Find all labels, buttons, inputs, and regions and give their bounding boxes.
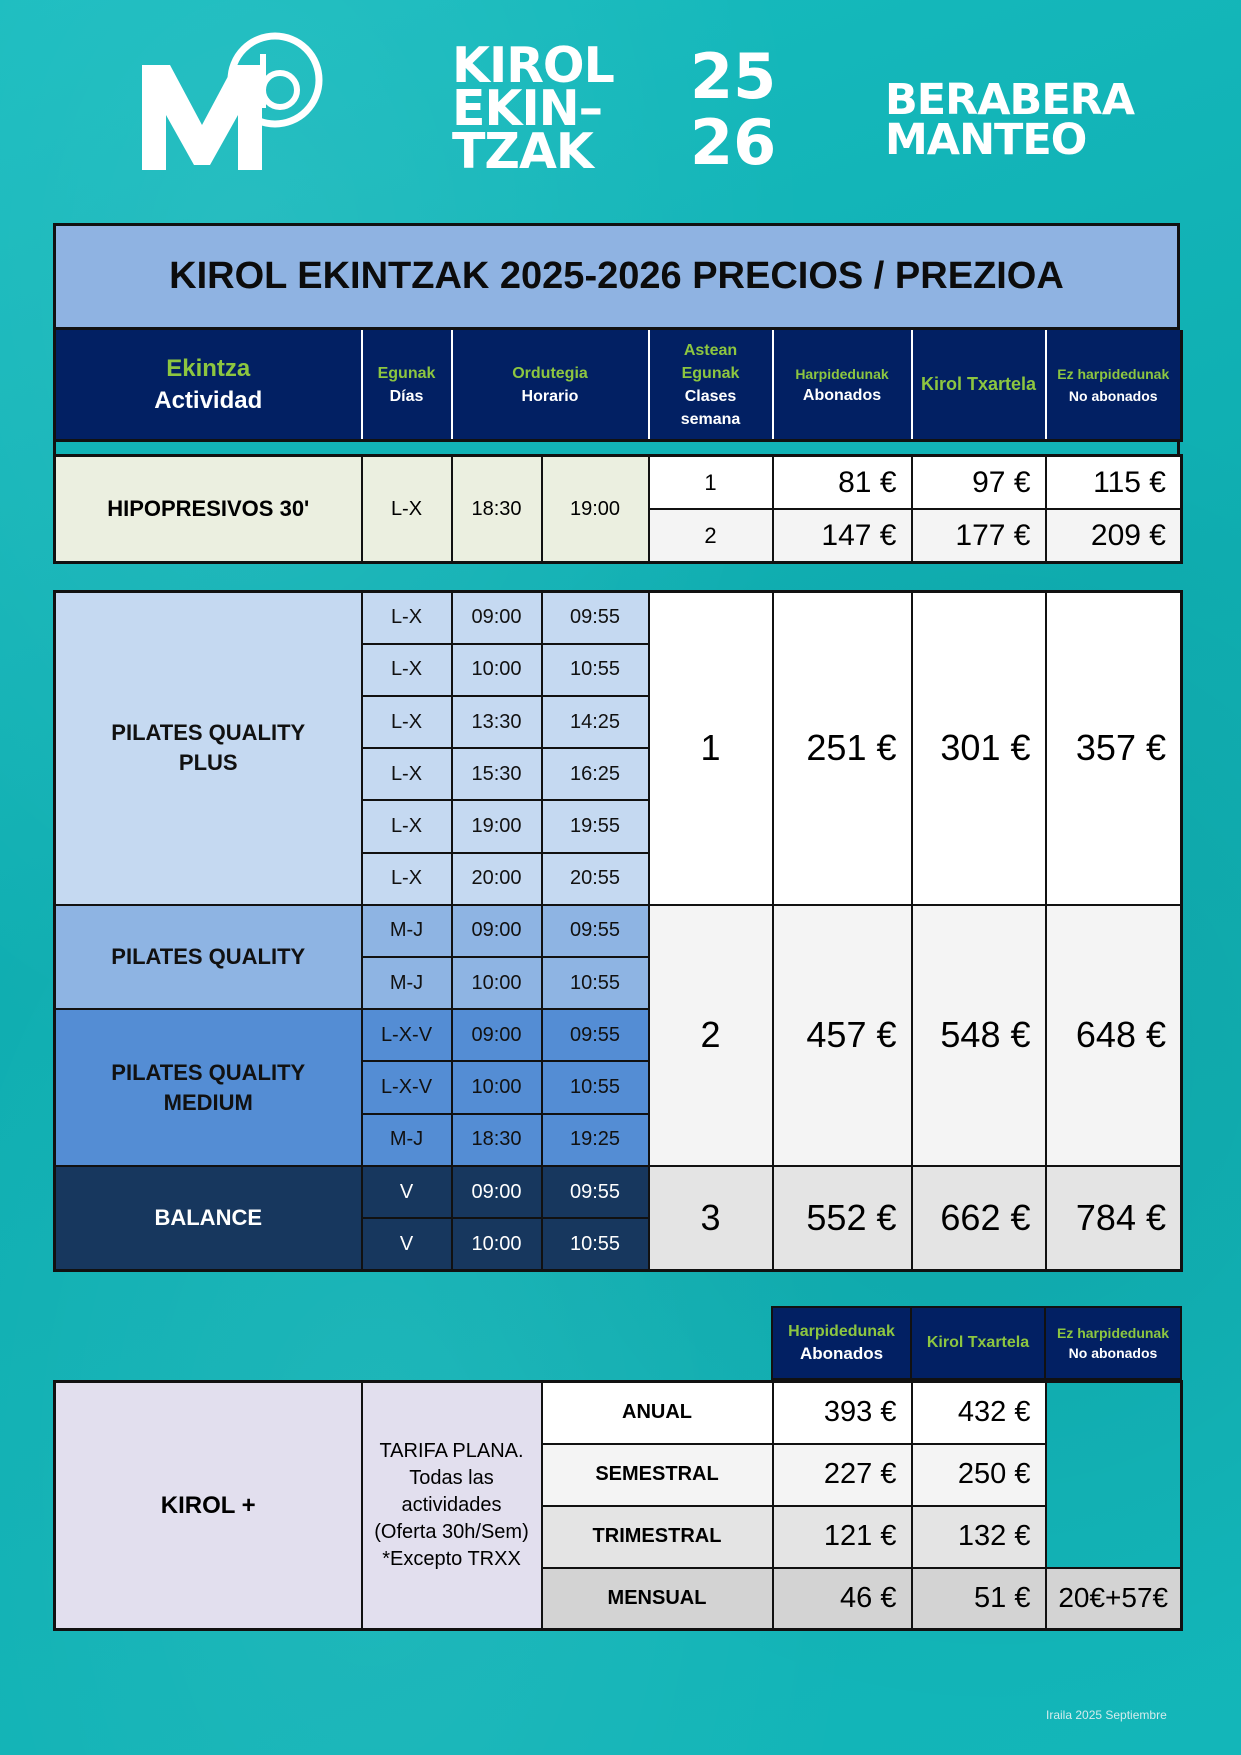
schedule-start: 15:30 bbox=[452, 748, 542, 800]
kirol-plus-table bbox=[53, 1380, 1183, 1631]
activity-name-line: PLUS bbox=[178, 750, 238, 776]
schedule-days: L-X bbox=[362, 592, 452, 644]
schedule-days: L-X bbox=[362, 696, 452, 748]
price-table-header bbox=[53, 330, 1183, 442]
schedule-end: 19:00 bbox=[542, 456, 649, 563]
schedule-end: 09:55 bbox=[542, 1009, 649, 1061]
price-nonmembers: 20€+57€ bbox=[1046, 1568, 1182, 1630]
pilates-plus-name bbox=[55, 592, 362, 905]
price-members: 81 € bbox=[773, 456, 912, 510]
price-members: 147 € bbox=[773, 509, 912, 563]
schedule-end: 09:55 bbox=[542, 905, 649, 957]
col-members: Harpidedunak Abonados bbox=[772, 1307, 911, 1379]
schedule-start: 09:00 bbox=[452, 905, 542, 957]
price-card: 132 € bbox=[912, 1506, 1046, 1568]
schedule-start: 20:00 bbox=[452, 853, 542, 905]
schedule-end: 10:55 bbox=[542, 1061, 649, 1113]
schedule-start: 19:00 bbox=[452, 800, 542, 852]
schedule-days: L-X bbox=[362, 800, 452, 852]
activity-name-line: PILATES QUALITY bbox=[111, 944, 306, 970]
pilates-balance-table bbox=[53, 590, 1183, 1272]
period-label: SEMESTRAL bbox=[542, 1444, 773, 1506]
pilates-medium-name bbox=[55, 1009, 362, 1166]
schedule-end: 09:55 bbox=[542, 592, 649, 644]
price-members: 46 € bbox=[773, 1568, 912, 1630]
schedule-end: 16:25 bbox=[542, 748, 649, 800]
activity-name-line: PILATES QUALITY bbox=[111, 1059, 306, 1085]
page-title: KIROL EKINTZAK 2025-2026 PRECIOS / PREZIOA bbox=[53, 223, 1180, 330]
mb-logo bbox=[140, 30, 325, 175]
berabera-manteo-logo: BERABERA MANTEO bbox=[885, 75, 1135, 165]
schedule-days: L-X-V bbox=[362, 1009, 452, 1061]
weekly-classes: 2 bbox=[649, 509, 773, 563]
schedule-end: 14:25 bbox=[542, 696, 649, 748]
price-nonmembers: 648 € bbox=[1046, 905, 1182, 1166]
schedule-start: 13:30 bbox=[452, 696, 542, 748]
schedule-end: 19:25 bbox=[542, 1114, 649, 1166]
schedule-start: 18:30 bbox=[452, 456, 542, 563]
weekly-classes: 1 bbox=[649, 456, 773, 510]
schedule-days: L-X-V bbox=[362, 1061, 452, 1113]
schedule-end: 10:55 bbox=[542, 644, 649, 696]
col-days: Egunak Días bbox=[362, 330, 452, 441]
price-card: 432 € bbox=[912, 1382, 1046, 1444]
period-label: ANUAL bbox=[542, 1382, 773, 1444]
pilates-quality-name bbox=[55, 905, 362, 1009]
price-nonmembers: 209 € bbox=[1046, 509, 1182, 563]
price-nonmembers: 357 € bbox=[1046, 592, 1182, 905]
schedule-days: L-X bbox=[362, 644, 452, 696]
header-separator bbox=[53, 442, 1180, 454]
col-activity: Ekintza Actividad bbox=[55, 330, 362, 441]
price-card: 301 € bbox=[912, 592, 1046, 905]
schedule-start: 10:00 bbox=[452, 1218, 542, 1270]
activity-name-line: MEDIUM bbox=[163, 1089, 253, 1115]
schedule-end: 10:55 bbox=[542, 957, 649, 1009]
schedule-end: 20:55 bbox=[542, 853, 649, 905]
price-members: 457 € bbox=[773, 905, 912, 1166]
kirol-ekintzak-logo: KIROL EKIN– TZAK bbox=[452, 37, 614, 180]
col-members: Harpidedunak Abonados bbox=[773, 330, 912, 441]
schedule-days: M-J bbox=[362, 905, 452, 957]
kirol-plus-name: KIROL + bbox=[55, 1382, 362, 1630]
schedule-start: 09:00 bbox=[452, 1166, 542, 1218]
price-nonmembers: 115 € bbox=[1046, 456, 1182, 510]
price-members: 393 € bbox=[773, 1382, 912, 1444]
schedule-days: M-J bbox=[362, 1114, 452, 1166]
col-card: Kirol Txartela bbox=[911, 1307, 1045, 1379]
price-card: 177 € bbox=[912, 509, 1046, 563]
col-card: Kirol Txartela bbox=[912, 330, 1046, 441]
schedule-days: L-X bbox=[362, 853, 452, 905]
price-card: 662 € bbox=[912, 1166, 1046, 1271]
weekly-classes: 3 bbox=[649, 1166, 773, 1271]
activity-name-line: BALANCE bbox=[154, 1204, 263, 1230]
activity-name-line: PILATES QUALITY bbox=[111, 720, 306, 746]
price-members: 121 € bbox=[773, 1506, 912, 1568]
col-weekly-classes: Astean Egunak Clases semana bbox=[649, 330, 773, 441]
schedule-start: 10:00 bbox=[452, 1061, 542, 1113]
schedule-days: L-X bbox=[362, 456, 452, 563]
price-card: 250 € bbox=[912, 1444, 1046, 1506]
price-members: 227 € bbox=[773, 1444, 912, 1506]
footer-date: Iraila 2025 Septiembre bbox=[1046, 1708, 1167, 1722]
col-nonmembers: Ez harpidedunak No abonados bbox=[1046, 330, 1182, 441]
schedule-start: 09:00 bbox=[452, 592, 542, 644]
empty-nonmember-cell bbox=[1046, 1382, 1182, 1568]
schedule-days: L-X bbox=[362, 748, 452, 800]
weekly-classes: 1 bbox=[649, 592, 773, 905]
schedule-start: 10:00 bbox=[452, 644, 542, 696]
schedule-days: V bbox=[362, 1218, 452, 1270]
col-nonmembers: Ez harpidedunak No abonados bbox=[1045, 1307, 1181, 1379]
kirol-plus-header bbox=[771, 1306, 1182, 1380]
schedule-end: 19:55 bbox=[542, 800, 649, 852]
period-label: TRIMESTRAL bbox=[542, 1506, 773, 1568]
price-members: 552 € bbox=[773, 1166, 912, 1271]
hipopresivos-table bbox=[53, 454, 1183, 564]
weekly-classes: 2 bbox=[649, 905, 773, 1166]
schedule-end: 09:55 bbox=[542, 1166, 649, 1218]
kirol-plus-description: TARIFA PLANA. Todas las actividades (Oferta 30h/Sem) *Excepto TRXX bbox=[362, 1382, 542, 1630]
schedule-start: 18:30 bbox=[452, 1114, 542, 1166]
price-card: 97 € bbox=[912, 456, 1046, 510]
price-card: 548 € bbox=[912, 905, 1046, 1166]
price-members: 251 € bbox=[773, 592, 912, 905]
col-schedule: Ordutegia Horario bbox=[452, 330, 649, 441]
season-years: 25 26 bbox=[690, 40, 777, 179]
schedule-start: 10:00 bbox=[452, 957, 542, 1009]
schedule-start: 09:00 bbox=[452, 1009, 542, 1061]
schedule-days: V bbox=[362, 1166, 452, 1218]
price-card: 51 € bbox=[912, 1568, 1046, 1630]
hipopresivos-name: HIPOPRESIVOS 30' bbox=[55, 456, 362, 563]
period-label: MENSUAL bbox=[542, 1568, 773, 1630]
price-nonmembers: 784 € bbox=[1046, 1166, 1182, 1271]
schedule-end: 10:55 bbox=[542, 1218, 649, 1270]
balance-name bbox=[55, 1166, 362, 1271]
schedule-days: M-J bbox=[362, 957, 452, 1009]
